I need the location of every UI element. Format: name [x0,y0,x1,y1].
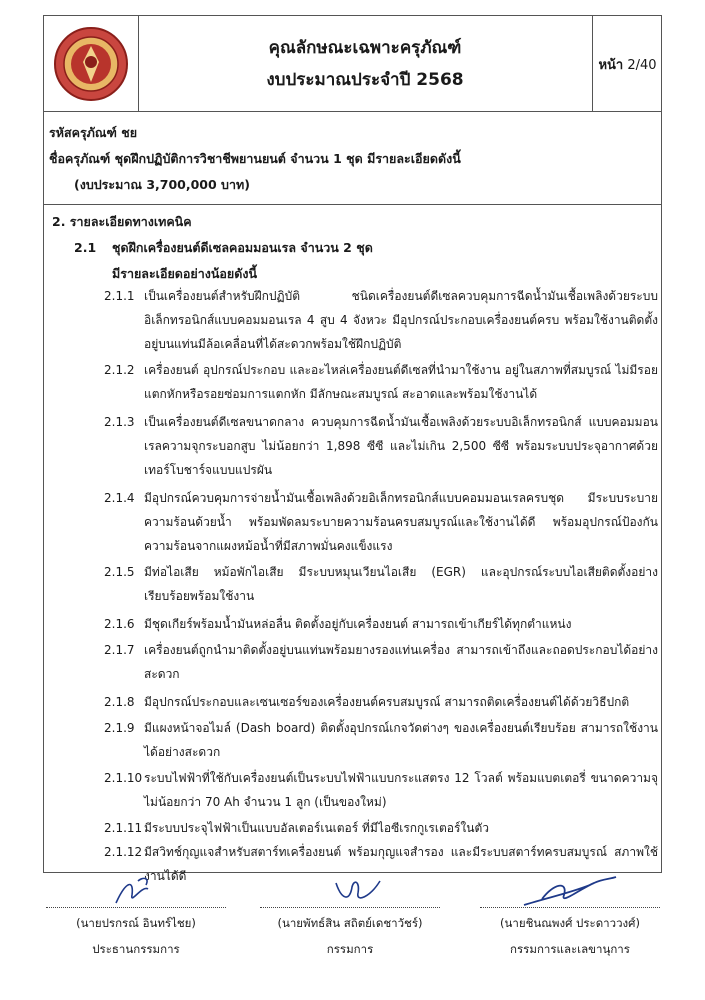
spec-item-number: 2.1.3 [104,415,135,429]
spec-item-number: 2.1.7 [104,643,135,657]
spec-item-2-1-7 [104,638,658,686]
signature-member [250,875,450,1000]
spec-item-2-1-6 [104,612,658,636]
handwritten-signature-icon [300,875,400,909]
title-cell [138,16,593,111]
spec-item-2-1-9 [104,716,658,764]
page-number [592,54,663,75]
spec-item-text: ระบบไฟฟ้าที่ใช้กับเครื่องยนต์เป็นระบบไฟฟ้าแบบกระแสตรง 12 โวลต์ พร้อมแบตเตอรี่ ขนาดความจุไม่น้อยกว่า 70 Ah จำนวน 1 ลูก (เป็นของใหม่) [144,771,658,809]
page-label: หน้า [598,58,624,73]
document-frame [43,15,662,883]
spec-item-2-1-1 [104,284,658,356]
signature-secretary [470,875,670,1000]
spec-item-number: 2.1.5 [104,565,135,579]
page-cell [592,16,663,111]
spec-item-text: เครื่องยนต์ถูกนำมาติดตั้งอยู่บนแท่นพร้อมยางรองแท่นเครื่อง สามารถเข้าถึงและถอดประกอบได้อย่างสะดวก [144,643,658,681]
spec-item-number: 2.1.6 [104,617,135,631]
spec-item-2-1-8 [104,690,658,714]
spec-item-text: มีระบบประจุไฟฟ้าเป็นแบบอัลเตอร์เนเตอร์ ที่มีไอซีเรกกูเรเตอร์ในตัว [144,821,489,835]
equipment-name: ชื่อครุภัณฑ์ ชุดฝึกปฏิบัติการวิชาชีพยานยนต์ จำนวน 1 ชุด มีรายละเอียดดังนี้ [49,151,461,166]
subsection-title [74,238,373,258]
section-title: 2. รายละเอียดทางเทคนิค [52,214,192,229]
spec-item-2-1-10 [104,766,658,814]
signer-role: กรรมการและเลขานุการ [510,942,630,956]
signature-block [0,875,705,1000]
page-value: 2/40 [627,58,657,73]
spec-item-text: มีอุปกรณ์ควบคุมการจ่ายน้ำมันเชื้อเพลิงด้วยอิเล็กทรอนิกส์แบบคอมมอนเรลครบชุด มีระบบระบายความร้อนด้วยน้ำ พร้อมพัดลมระบายความร้อนครบสมบูรณ์และใช้งานได้ดี พร้อมอุปกรณ์ป้องกันความร้อนจากแผงหม้อน้ำที่มีสภาพมั่นคงแข็งแรง [144,491,658,553]
signature-line [480,907,660,908]
logo-cell [44,16,139,111]
spec-item-number: 2.1.4 [104,491,135,505]
spec-item-text: เครื่องยนต์ อุปกรณ์ประกอบ และอะไหล่เครื่องยนต์ดีเซลที่นำมาใช้งาน อยู่ในสภาพที่สมบูรณ์ ไม่มีรอยแตกหักหรือรอยซ่อมการแตกหัก มีลักษณะสมบูรณ์ สะอาดและพร้อมใช้งานได้ [144,363,658,401]
signer-name: (นายพัทธ์สิน สถิตย์เดชาวัชร์) [277,916,423,930]
signer-role: ประธานกรรมการ [92,942,180,956]
subsection-note: มีรายละเอียดอย่างน้อยดังนี้ [112,266,257,281]
budget-year-title: งบประมาณประจำปี 2568 [266,70,464,90]
spec-item-number: 2.1.2 [104,363,135,377]
spec-item-number: 2.1.10 [104,771,143,785]
spec-item-text: มีแผงหน้าจอไมล์ (Dash board) ติดตั้งอุปกรณ์เกจวัดต่างๆ ของเครื่องยนต์เรียบร้อย สามารถใช้งานได้อย่างสะดวก [144,721,658,759]
spec-item-text: เป็นเครื่องยนต์ดีเซลขนาดกลาง ควบคุมการฉีดน้ำมันเชื้อเพลิงด้วยระบบอิเล็กทรอนิกส์ แบบคอมมอนเรลความจุกระบอกสูบ ไม่น้อยกว่า 1,898 ซีซี และไม่เกิน 2,500 ซีซี พร้อมระบบประจุอากาศด้วยเทอร์โบชาร์จแบบแปรผัน [144,415,658,477]
subsection-label: ชุดฝึกเครื่องยนต์ดีเซลคอมมอนเรล จำนวน 2 ชุด [112,240,373,255]
document-title: คุณลักษณะเฉพาะครุภัณฑ์ [268,38,462,58]
spec-item-2-1-5 [104,560,658,608]
spec-item-text: เป็นเครื่องยนต์สำหรับฝึกปฏิบัติ ชนิดเครื่องยนต์ดีเซลควบคุมการฉีดน้ำมันเชื้อเพลิงด้วยระบบอิเล็กทรอนิกส์แบบคอมมอนเรล 4 สูบ 4 จังหวะ มีอุปกรณ์ประกอบเครื่องยนต์ครบ พร้อมใช้งานติดตั้งอยู่บนแท่นมีล้อเคลื่อนที่ได้สะดวกพร้อมใช้ฝึกปฏิบัติ [144,289,658,351]
spec-item-text: มีอุปกรณ์ประกอบและเซนเซอร์ของเครื่องยนต์ครบสมบูรณ์ สามารถติดเครื่องยนต์ได้ด้วยวิธีปกติ [144,695,630,709]
spec-item-number: 2.1.9 [104,721,135,735]
spec-item-text: มีสวิทช์กุญแจสำหรับสตาร์ทเครื่องยนต์ พร้อมกุญแจสำรอง และมีระบบสตาร์ทครบสมบูรณ์ สภาพใช้งานได้ดี [144,845,658,883]
spec-item-2-1-4 [104,486,658,558]
handwritten-signature-icon [520,875,620,909]
spec-item-number: 2.1.12 [104,845,143,859]
spec-item-text: มีท่อไอเสีย หม้อพักไอเสีย มีระบบหมุนเวียนไอเสีย (EGR) และอุปกรณ์ระบบไอเสียติดตั้งอย่างเรียบร้อยพร้อมใช้งาน [144,565,658,603]
budget-amount: (งบประมาณ 3,700,000 บาท) [74,177,250,192]
signer-name: (นายชินณพงศ์ ประดาววงศ์) [500,916,640,930]
signature-line [260,907,440,908]
spec-item-number: 2.1.11 [104,821,143,835]
handwritten-signature-icon [86,875,186,909]
spec-item-2-1-2 [104,358,658,406]
spec-item-2-1-11 [104,816,658,840]
signer-name: (นายปรกรณ์ อินทร์ไชย) [76,916,196,930]
document-header [44,16,661,112]
spec-item-number: 2.1.1 [104,289,135,303]
signer-role: กรรมการ [326,942,374,956]
vocational-commission-logo-icon [49,26,133,102]
spec-item-2-1-3 [104,410,658,482]
equipment-code: รหัสครุภัณฑ์ ชย [49,125,138,140]
spec-item-text: มีชุดเกียร์พร้อมน้ำมันหล่อลื่น ติดตั้งอยู่กับเครื่องยนต์ สามารถเข้าเกียร์ได้ทุกตำแหน่ง [144,617,572,631]
signature-chairman [36,875,236,1000]
identification-block [44,111,661,205]
subsection-number: 2.1 [74,240,97,255]
signature-line [46,907,226,908]
spec-item-number: 2.1.8 [104,695,135,709]
